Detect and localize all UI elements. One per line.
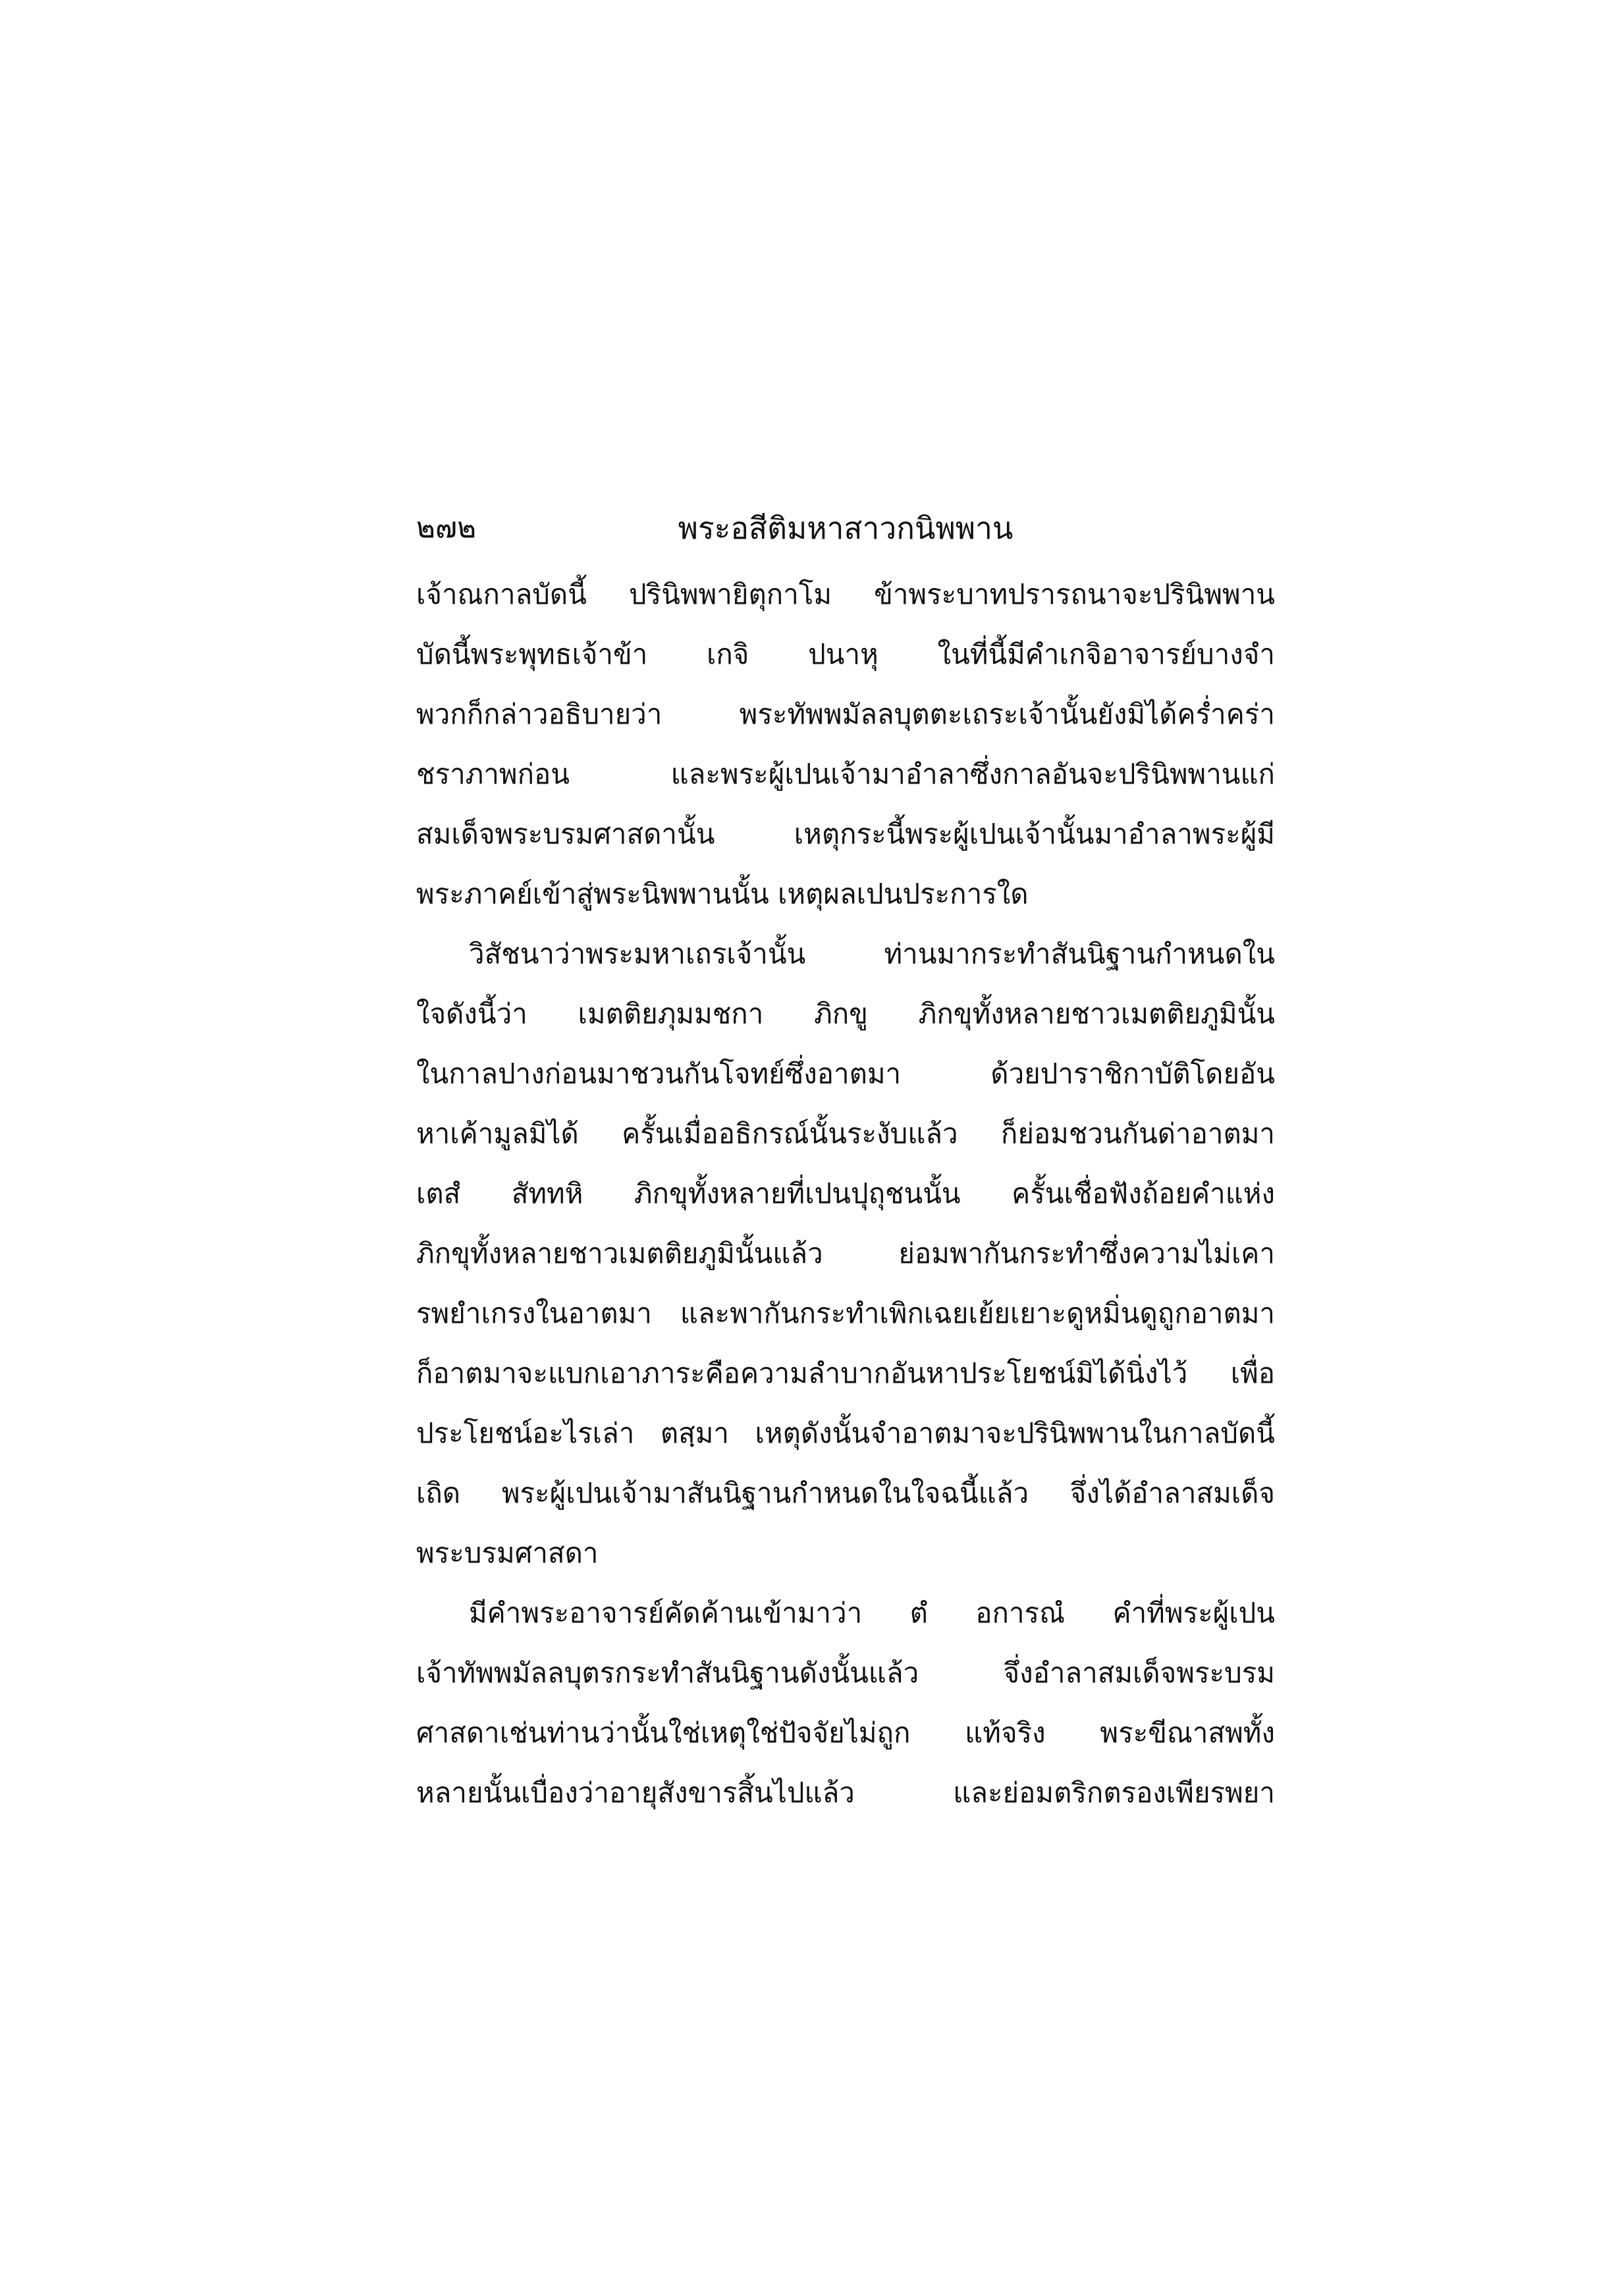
text-line: ศาสดาเช่นท่านว่านั้นใช่เหตุใช่ปัจจัยไม่ถูก แท้จริง พระขีณาสพทั้ง xyxy=(416,1717,1275,1749)
text-line: พระบรมศาสดา xyxy=(416,1537,599,1569)
text-line: เจ้าณกาลบัดนี้ ปรินิพพายิตุกาโม ข้าพระบาทปรารถนาจะปรินิพพาน xyxy=(416,578,1275,610)
text-line: วิสัชนาว่าพระมหาเถรเจ้านั้น ท่านมากระทำสันนิฐานกำหนดใน xyxy=(469,938,1275,970)
running-title: พระอสีติมหาสาวกนิพพาน xyxy=(678,510,1014,546)
text-line: เจ้าทัพพมัลลบุตรกระทำสันนิฐานดังนั้นแล้ว จึ่งอำลาสมเด็จพระบรม xyxy=(416,1657,1275,1689)
text-line: เตสํ สัททหิ ภิกขุทั้งหลายที่เปนปุถุชนนั้น ครั้นเชื่อฟังถ้อยคำแห่ง xyxy=(416,1177,1275,1210)
text-line: มีคำพระอาจารย์คัดค้านเข้ามาว่า ตํ อการณํ คำที่พระผู้เปน xyxy=(469,1597,1275,1629)
text-line: รพยำเกรงในอาตมา และพากันกระทำเพิกเฉยเย้ยเยาะดูหมิ่นดูถูกอาตมา xyxy=(416,1297,1275,1329)
text-line: เถิด พระผู้เปนเจ้ามาสันนิฐานกำหนดในใจฉนี้แล้ว จึ่งได้อำลาสมเด็จ xyxy=(416,1477,1275,1509)
text-line: ในกาลปางก่อนมาชวนกันโจทย์ซึ่งอาตมา ด้วยปาราชิกาบัติโดยอัน xyxy=(416,1057,1275,1090)
text-line: พระภาคย์เข้าสู่พระนิพพานนั้น เหตุผลเปนประการใด xyxy=(416,878,1029,910)
page-header xyxy=(416,495,1275,561)
body-text xyxy=(416,564,1275,1823)
text-line: ชราภาพก่อน และพระผู้เปนเจ้ามาอำลาซึ่งกาลอันจะปรินิพพานแก่ xyxy=(416,758,1275,790)
text-line: หลายนั้นเบื่องว่าอายุสังขารสิ้นไปแล้ว และย่อมตริกตรองเพียรพยา xyxy=(416,1776,1275,1809)
text-line: ก็อาตมาจะแบกเอาภาระคือความลำบากอันหาประโยชน์มิได้นิ่งไว้ เพื่อ xyxy=(416,1357,1275,1389)
text-line: หาเค้ามูลมิได้ ครั้นเมื่ออธิกรณ์นั้นระงับแล้ว ก็ย่อมชวนกันด่าอาตมา xyxy=(416,1117,1275,1150)
text-line: ภิกขุทั้งหลายชาวเมตติยภูมินั้นแล้ว ย่อมพากันกระทำซึ่งความไม่เคา xyxy=(416,1237,1275,1269)
text-line: ใจดังนี้ว่า เมตติยภุมมชกา ภิกขู ภิกขุทั้งหลายชาวเมตติยภูมินั้น xyxy=(416,998,1275,1030)
text-line: สมเด็จพระบรมศาสดานั้น เหตุกระนี้พระผู้เปนเจ้านั้นมาอำลาพระผู้มี xyxy=(416,818,1275,850)
text-line: ประโยชน์อะไรเล่า ตสฺมา เหตุดังนั้นจำอาตมาจะปรินิพพานในกาลบัดนี้ xyxy=(416,1417,1275,1449)
text-line: พวกก็กล่าวอธิบายว่า พระทัพพมัลลบุตตะเถระเจ้านั้นยังมิได้คร่ำคร่า xyxy=(416,698,1275,730)
page-number: ๒๗๒ xyxy=(416,511,477,545)
text-line: บัดนี้พระพุทธเจ้าข้า เกจิ ปนาหุ ในที่นี้มีคำเกจิอาจารย์บางจำ xyxy=(416,638,1275,670)
